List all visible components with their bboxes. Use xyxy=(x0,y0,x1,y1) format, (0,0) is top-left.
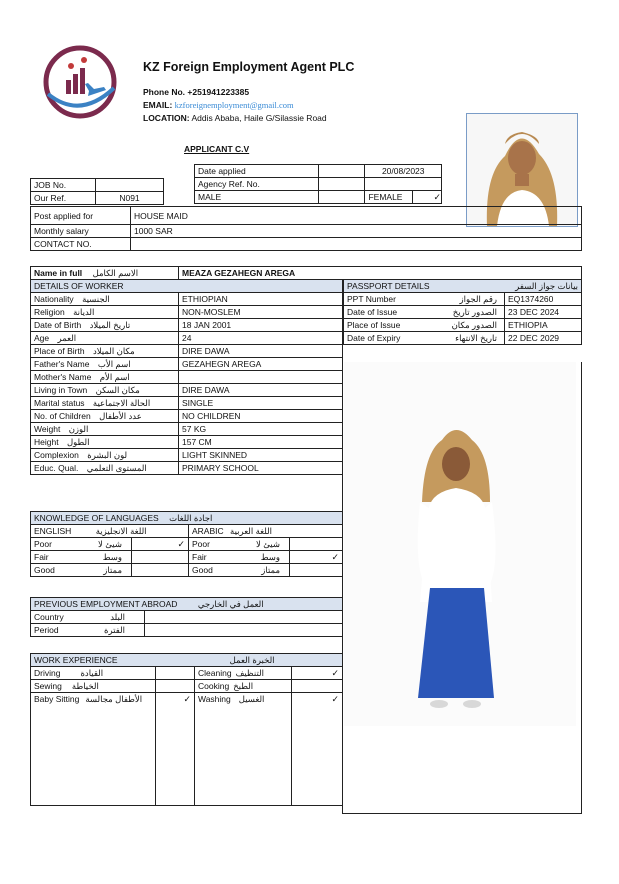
detail-label-ar: الديانة xyxy=(73,307,95,317)
passport-label-ar: تاريخ الانتهاء xyxy=(455,333,497,343)
passport-value: 23 DEC 2024 xyxy=(505,306,582,319)
detail-label: Religion xyxy=(34,307,65,317)
female-label: FEMALE xyxy=(365,191,413,203)
date-applied-label: Date applied xyxy=(195,165,319,178)
detail-value: LIGHT SKINNED xyxy=(179,449,343,462)
detail-value: ETHIOPIAN xyxy=(179,293,343,306)
detail-value: PRIMARY SCHOOL xyxy=(179,462,343,475)
name-label: Name in full xyxy=(34,268,83,278)
detail-row xyxy=(31,293,343,306)
baby-sitting-label: Baby Sitting xyxy=(34,694,80,704)
detail-label-ar: الطول xyxy=(66,437,90,447)
post-salary-table xyxy=(30,206,582,251)
arabic-label: ARABIC xyxy=(192,526,224,536)
passport-value: 22 DEC 2029 xyxy=(505,332,582,345)
detail-row xyxy=(31,319,343,332)
detail-value: GEZAHEGN AREGA xyxy=(179,358,343,371)
passport-row xyxy=(344,332,582,345)
name-value: MEAZA GEZAHEGN AREGA xyxy=(179,267,582,280)
detail-value: NON-MOSLEM xyxy=(179,306,343,319)
name-label-ar: الاسم الكامل xyxy=(92,268,139,278)
detail-row xyxy=(31,462,343,475)
detail-label-ar: الوزن xyxy=(68,424,89,434)
detail-label: Place of Birth xyxy=(34,346,85,356)
post-label: Post applied for xyxy=(31,207,131,225)
contact-label: CONTACT NO. xyxy=(31,238,131,251)
detail-label-ar: تاريخ الميلاد xyxy=(89,320,131,330)
detail-row xyxy=(31,423,343,436)
prev-employment-heading: PREVIOUS EMPLOYMENT ABROAD xyxy=(34,599,178,609)
detail-value: 57 KG xyxy=(179,423,343,436)
detail-label: Complexion xyxy=(34,450,79,460)
passport-heading: PASSPORT DETAILS xyxy=(347,281,430,291)
detail-value xyxy=(179,371,343,384)
lang-row-fair: Fair وسط Fair وسط ✓ xyxy=(31,551,343,564)
detail-label: Living in Town xyxy=(34,385,88,395)
passport-details-table xyxy=(343,279,582,345)
detail-row xyxy=(31,332,343,345)
passport-row xyxy=(344,306,582,319)
work-experience-heading: WORK EXPERIENCE xyxy=(34,655,118,665)
detail-row xyxy=(31,436,343,449)
detail-label: Weight xyxy=(34,424,61,434)
applicant-cv-heading: APPLICANT C.V xyxy=(184,144,250,154)
english-label: ENGLISH xyxy=(34,526,72,536)
english-fair-check xyxy=(132,551,189,564)
passport-row xyxy=(344,319,582,332)
arabic-fair-check: ✓ xyxy=(290,551,343,564)
detail-label-ar: الجنسية xyxy=(82,294,110,304)
male-label: MALE xyxy=(195,191,319,204)
baby-sitting-check: ✓ xyxy=(156,693,195,806)
sewing-label: Sewing xyxy=(34,681,62,691)
lang-row-poor: Poor شيئ لا ✓ Poor شيئ لا xyxy=(31,538,343,551)
agency-location: LOCATION: Addis Ababa, Haile G/Silassie Road xyxy=(143,113,327,123)
date-applied-value: 20/08/2023 xyxy=(365,165,442,178)
detail-label-ar: اسم الأب xyxy=(97,359,131,369)
our-ref-label: Our Ref. xyxy=(31,192,96,205)
email-link[interactable]: kzforeignemployment@gmail.com xyxy=(174,100,294,110)
detail-label: Father's Name xyxy=(34,359,90,369)
detail-row xyxy=(31,410,343,423)
detail-label: Age xyxy=(34,333,50,343)
prev-employment-heading-ar: العمل في الخارجي xyxy=(197,599,264,609)
passport-value: ETHIOPIA xyxy=(505,319,582,332)
passport-heading-ar: بيانات جواز السفر xyxy=(515,281,578,291)
passport-row xyxy=(344,293,582,306)
date-applied-table xyxy=(194,164,442,204)
salary-label: Monthly salary xyxy=(31,225,131,238)
passport-label: PPT Number xyxy=(347,294,396,304)
agency-ref-label: Agency Ref. No. xyxy=(195,178,319,191)
previous-employment-table: PREVIOUS EMPLOYMENT ABROAD العمل في الخارجي Country البلد Period الفترة xyxy=(30,597,343,637)
arabic-poor-check xyxy=(290,538,343,551)
detail-value: DIRE DAWA xyxy=(179,384,343,397)
detail-label: Date of Birth xyxy=(34,320,82,330)
english-good-check xyxy=(132,564,189,577)
detail-value: 24 xyxy=(179,332,343,345)
passport-label: Date of Issue xyxy=(347,307,398,317)
detail-label: Educ. Qual. xyxy=(34,463,79,473)
agency-phone: Phone No. +251941223385 xyxy=(143,87,250,97)
job-no-label: JOB No. xyxy=(31,179,96,192)
passport-label: Place of Issue xyxy=(347,320,401,330)
detail-label: Mother's Name xyxy=(34,372,92,382)
detail-label-ar: اسم الأم xyxy=(99,372,130,382)
agency-email: EMAIL: kzforeignemployment@gmail.com xyxy=(143,100,294,110)
sewing-check xyxy=(156,680,195,693)
languages-table: KNOWLEDGE OF LANGUAGES اجادة اللغات ENGLISH اللغة الانجليزية ARABIC اللغة العربية Poor شيئ لا ✓ Poor شيئ لا Fair وسط Fair وسط ✓ Good ممتاز Good ممتاز xyxy=(30,511,343,577)
female-check: ✓ xyxy=(433,192,441,202)
detail-label: Nationality xyxy=(34,294,74,304)
washing-label: Washing xyxy=(198,694,231,704)
cooking-label: Cooking xyxy=(198,681,230,691)
detail-label: Height xyxy=(34,437,59,447)
company-logo xyxy=(40,44,120,120)
photo-frame xyxy=(342,362,582,814)
detail-row xyxy=(31,449,343,462)
name-row xyxy=(30,266,582,280)
post-value: HOUSE MAID xyxy=(131,207,582,225)
passport-value: EQ1374260 xyxy=(505,293,582,306)
period-value xyxy=(145,624,343,637)
detail-label-ar: لون البشرة xyxy=(87,450,128,460)
arabic-good-check xyxy=(290,564,343,577)
details-heading: DETAILS OF WORKER xyxy=(31,280,343,293)
cooking-check xyxy=(292,680,343,693)
detail-value: 157 CM xyxy=(179,436,343,449)
detail-label-ar: الحالة الاجتماعية xyxy=(92,398,151,408)
detail-label-ar: العمر xyxy=(57,333,77,343)
detail-label: No. of Children xyxy=(34,411,91,421)
country-value xyxy=(145,611,343,624)
work-experience-table: WORK EXPERIENCE الخبرة العمل Driving القيادة Cleaning التنظيف ✓ Sewing الخياطة Cooking الطبخ Baby Sitting الأطفال مجالسة ✓ Washing الغسيل ✓ xyxy=(30,653,343,806)
passport-label-ar: رقم الجواز xyxy=(459,294,497,304)
contact-value xyxy=(131,238,582,251)
cleaning-check: ✓ xyxy=(292,667,343,680)
detail-value: SINGLE xyxy=(179,397,343,410)
detail-row xyxy=(31,358,343,371)
detail-value: DIRE DAWA xyxy=(179,345,343,358)
country-label: Country xyxy=(34,612,64,622)
our-ref-value: N091 xyxy=(96,192,164,205)
lang-row-good: Good ممتاز Good ممتاز xyxy=(31,564,343,577)
driving-label: Driving xyxy=(34,668,61,678)
detail-label-ar: مكان السكن xyxy=(95,385,140,395)
driving-check xyxy=(156,667,195,680)
languages-heading-ar: اجادة اللغات xyxy=(169,513,213,523)
cleaning-label: Cleaning xyxy=(198,668,232,678)
details-of-worker-table xyxy=(30,279,343,475)
agency-name: KZ Foreign Employment Agent PLC xyxy=(143,60,355,74)
passport-label-ar: الصدور تاريخ xyxy=(452,307,497,317)
detail-row xyxy=(31,371,343,384)
english-poor-check: ✓ xyxy=(132,538,189,551)
salary-value: 1000 SAR xyxy=(131,225,582,238)
detail-row xyxy=(31,384,343,397)
work-experience-heading-ar: الخبرة العمل xyxy=(229,655,275,665)
period-label: Period xyxy=(34,625,59,635)
detail-label-ar: عدد الأطفال xyxy=(99,411,142,421)
detail-label: Marital status xyxy=(34,398,85,408)
detail-value: 18 JAN 2001 xyxy=(179,319,343,332)
detail-value: NO CHILDREN xyxy=(179,410,343,423)
detail-row xyxy=(31,345,343,358)
passport-label-ar: الصدور مكان xyxy=(451,320,497,330)
job-ref-table xyxy=(30,178,164,205)
detail-row xyxy=(31,306,343,319)
passport-label: Date of Expiry xyxy=(347,333,401,343)
washing-check: ✓ xyxy=(292,693,343,806)
detail-label-ar: مكان الميلاد xyxy=(92,346,135,356)
languages-heading: KNOWLEDGE OF LANGUAGES xyxy=(34,513,159,523)
detail-row xyxy=(31,397,343,410)
detail-label-ar: المستوى التعلمي xyxy=(86,463,147,473)
